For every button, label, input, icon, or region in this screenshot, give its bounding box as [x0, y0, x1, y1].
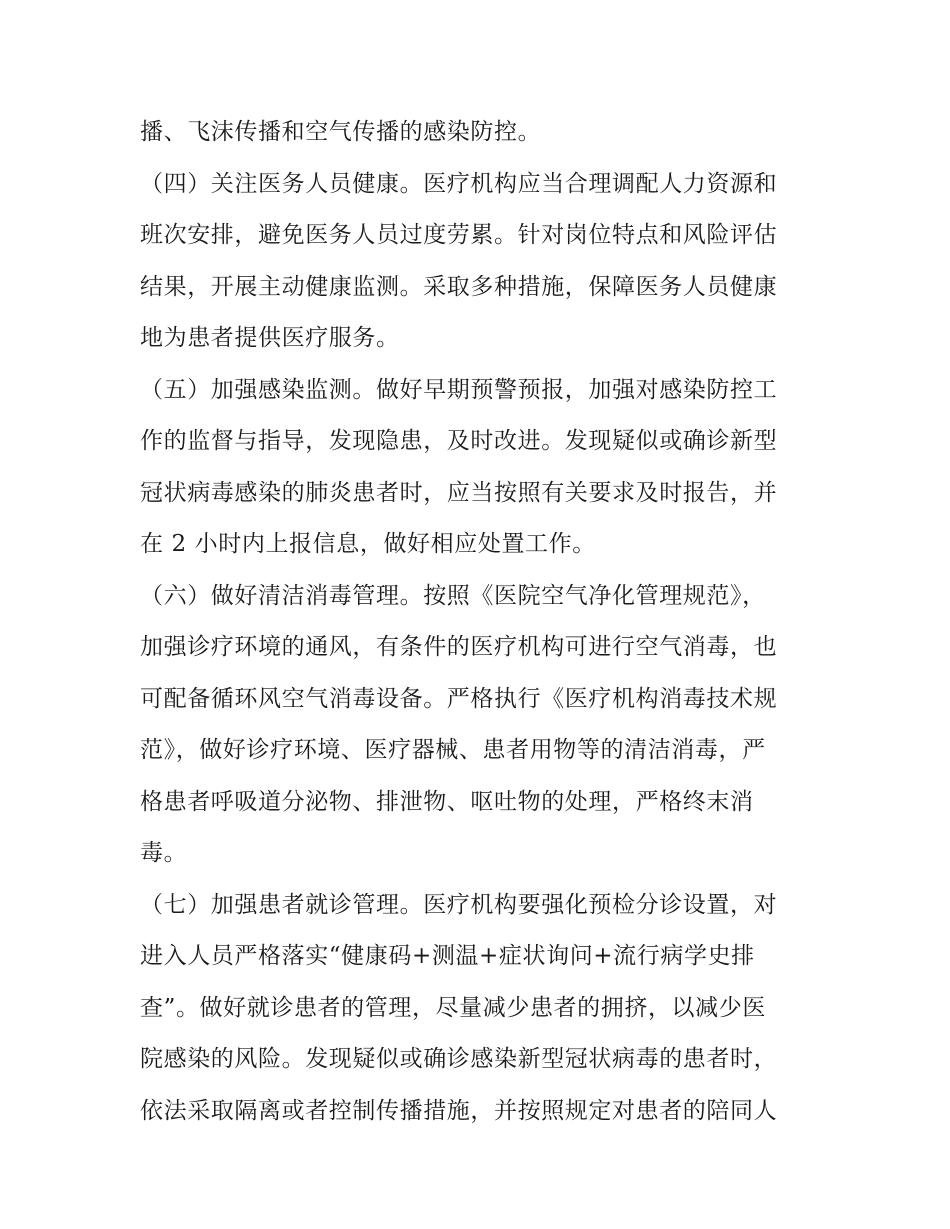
text-line: 在 2 小时内上报信息，做好相应处置工作。 — [140, 531, 596, 557]
text-line: 班次安排，避免医务人员过度劳累。针对岗位特点和风险评估 — [140, 222, 778, 248]
text-line: 可配备循环风空气消毒设备。严格执行《医疗机构消毒技术规 — [140, 685, 778, 712]
text-line: 毒。 — [140, 840, 188, 866]
text-line: 查”。做好就诊患者的管理，尽量减少患者的拥挤，以减少医 — [140, 994, 766, 1021]
text-line: （六）做好清洁消毒管理。按照《医院空气净化管理规范》， — [140, 582, 766, 609]
text-line: 作的监督与指导，发现隐患，及时改进。发现疑似或确诊新型 — [140, 428, 778, 454]
text-line: 进入人员严格落实“健康码+测温+症状询问+流行病学史排 — [140, 943, 755, 969]
text-line: （五）加强感染监测。做好早期预警预报，加强对感染防控工 — [140, 376, 778, 403]
text-line: 范》，做好诊疗环境、医疗器械、患者用物等的清洁消毒，严 — [140, 737, 766, 763]
body-text — [140, 107, 830, 1137]
text-line: 冠状病毒感染的肺炎患者时，应当按照有关要求及时报告，并 — [140, 479, 778, 506]
text-line: 加强诊疗环境的通风，有条件的医疗机构可进行空气消毒，也 — [140, 634, 778, 660]
text-line: 播、飞沫传播和空气传播的感染防控。 — [140, 119, 542, 145]
text-line: 地为患者提供医疗服务。 — [140, 325, 400, 351]
text-line: （七）加强患者就诊管理。医疗机构要强化预检分诊设置，对 — [140, 891, 778, 918]
text-line: 依法采取隔离或者控制传播措施，并按照规定对患者的陪同人 — [140, 1097, 778, 1124]
text-line: 结果，开展主动健康监测。采取多种措施，保障医务人员健康 — [140, 273, 778, 300]
text-line: 院感染的风险。发现疑似或确诊感染新型冠状病毒的患者时， — [140, 1046, 778, 1072]
text-line: （四）关注医务人员健康。医疗机构应当合理调配人力资源和 — [140, 170, 778, 197]
text-line: 格患者呼吸道分泌物、排泄物、呕吐物的处理，严格终末消 — [140, 788, 754, 815]
